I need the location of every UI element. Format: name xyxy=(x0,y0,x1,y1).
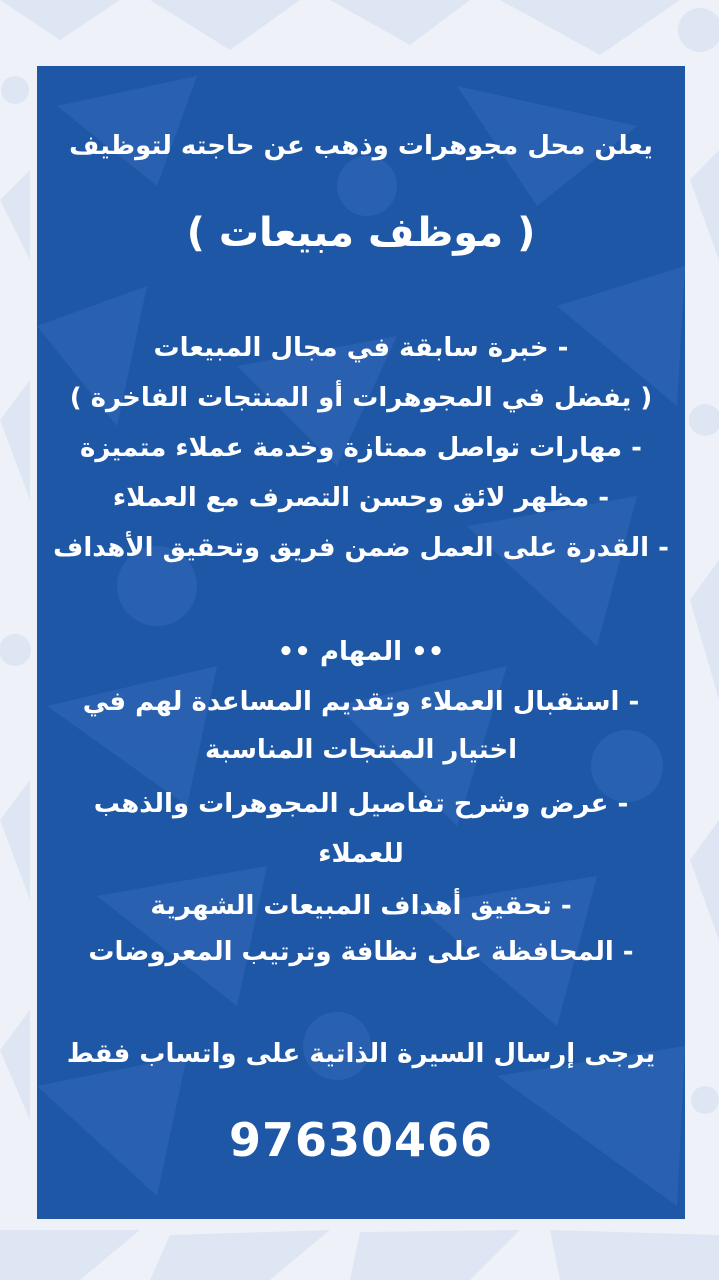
task-item: - المحافظة على نظافة وترتيب المعروضات xyxy=(88,937,634,967)
ad-content xyxy=(37,66,685,1219)
task-item: للعملاء xyxy=(318,839,404,869)
requirement-item: - القدرة على العمل ضمن فريق وتحقيق الأهداف xyxy=(53,533,669,563)
ad-intro: يعلن محل مجوهرات وذهب عن حاجته لتوظيف xyxy=(69,131,653,161)
task-item: - عرض وشرح تفاصيل المجوهرات والذهب xyxy=(93,789,629,819)
tasks-heading: •• المهام •• xyxy=(277,637,445,667)
requirement-item: - مظهر لائق وحسن التصرف مع العملاء xyxy=(112,483,610,513)
requirement-item: - مهارات تواصل ممتازة وخدمة عملاء متميزة xyxy=(80,433,642,463)
requirement-item: - خبرة سابقة في مجال المبيعات xyxy=(153,333,569,363)
task-item: - تحقيق أهداف المبيعات الشهرية xyxy=(150,891,572,921)
task-item: - استقبال العملاء وتقديم المساعدة لهم في xyxy=(82,687,640,717)
job-ad-card xyxy=(37,66,685,1219)
ad-title: ( موظف مبيعات ) xyxy=(186,210,536,256)
apply-instruction: يرجى إرسال السيرة الذاتية على واتساب فقط xyxy=(66,1039,656,1069)
phone-number[interactable]: 97630466 xyxy=(228,1113,494,1167)
task-item: اختيار المنتجات المناسبة xyxy=(204,735,518,765)
requirement-item: ( يفضل في المجوهرات أو المنتجات الفاخرة ) xyxy=(69,383,653,413)
